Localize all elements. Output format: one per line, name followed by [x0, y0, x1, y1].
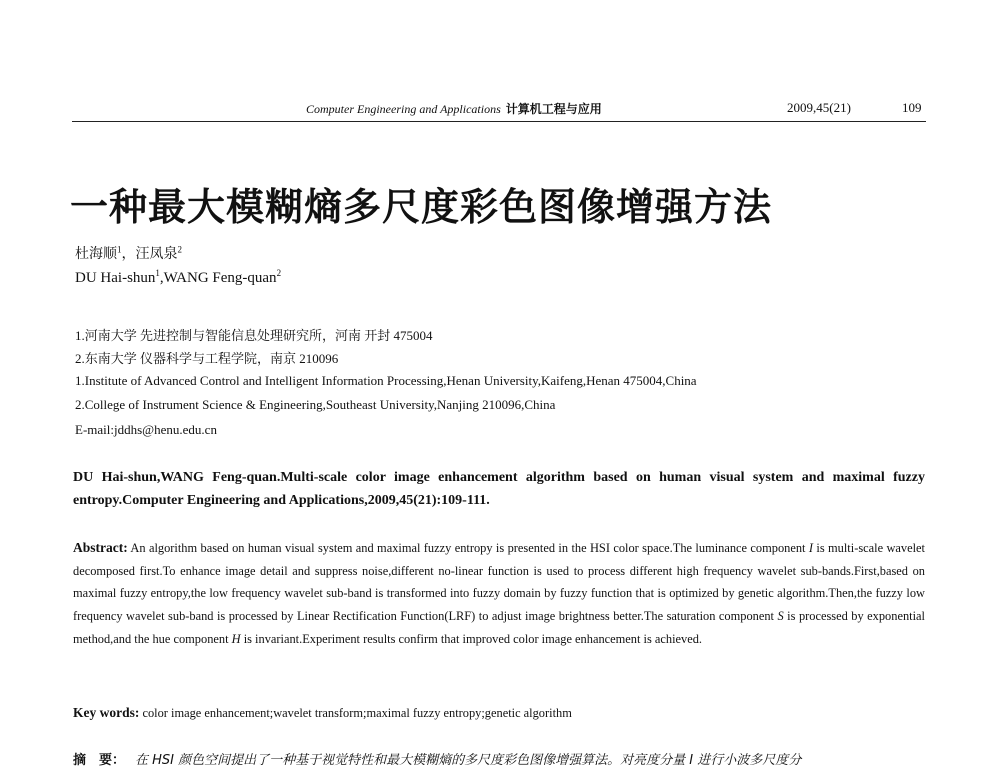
keywords-label: Key words:	[73, 705, 140, 720]
abstract-cn-text: 在 HSI 颜色空间提出了一种基于视觉特性和最大模糊熵的多尺度彩色图像增强算法。对亮度分量 I 进行小波多尺度分	[135, 753, 802, 768]
authors-chinese	[75, 243, 182, 263]
abstract-text-1: An algorithm based on human visual system and maximal fuzzy entropy is presented in the HSI color space.The luminance component	[127, 541, 809, 555]
author-2-cn-affil: 2	[177, 244, 182, 255]
abstract-text-4: is invariant.Experiment results confirm that improved color image enhancement is achieved.	[240, 631, 702, 646]
abstract-cn-label: 摘 要：	[73, 753, 126, 768]
header-rule	[72, 121, 926, 122]
issue-info: 2009,45(21)	[787, 100, 851, 115]
affiliation-1-en: 1.Institute of Advanced Control and Intelligent Information Processing,Henan University,Kaifeng,Henan 475004,China	[75, 373, 697, 388]
abstract-text-3: is processed by exponential method,and the hue component	[73, 609, 925, 646]
keywords-en	[73, 705, 925, 721]
author-2-en-affil: 2	[276, 268, 282, 278]
keywords-text: color image enhancement;wavelet transform;maximal fuzzy entropy;genetic algorithm	[139, 706, 572, 720]
affiliation-1-cn: 1.河南大学 先进控制与智能信息处理研究所，河南 开封 475004	[75, 328, 433, 343]
abstract-text-2: is multi-scale wavelet decomposed first.To enhance image detail and suppress noise,different no-linear function is used to process different high frequency wavelet sub-bands.First,based on maximal fuzzy entropy,the low frequency wavelet sub-band is transformed into fuzzy domain by fuzzy function that is optimized by genetic algorithm.Then,the fuzzy low frequency wavelet sub-band is processed by Linear Rectification Function(LRF) to adjust image brightness better.The saturation component	[73, 541, 925, 624]
author-separator-en: ,	[159, 270, 164, 286]
paper-title: 一种最大模糊熵多尺度彩色图像增强方法	[70, 184, 773, 229]
abstract-cn	[73, 749, 925, 768]
affiliation-2-cn: 2.东南大学 仪器科学与工程学院，南京 210096	[75, 351, 339, 366]
author-1-en-affil: 1	[155, 268, 160, 278]
abstract-var-s: S	[777, 609, 784, 624]
page-number: 109	[902, 100, 922, 115]
citation: DU Hai-shun,WANG Feng-quan.Multi-scale color image enhancement algorithm based on human visual system and maximal fuzzy entropy.Computer Engineering and Applications,2009,45(21):109-111.	[73, 470, 925, 508]
journal-name-en: Computer Engineering and Applications	[306, 102, 501, 116]
author-2-cn: 汪凤泉	[135, 247, 178, 262]
abstract-label: Abstract:	[73, 540, 128, 555]
author-1-cn: 杜海顺	[75, 247, 117, 262]
author-separator-cn: ，	[121, 247, 136, 262]
authors-english	[75, 270, 281, 287]
abstract-en	[73, 537, 925, 651]
journal-name-cn: 计算机工程与应用	[505, 102, 602, 116]
author-1-cn-affil: 1	[117, 244, 122, 255]
running-head-journal	[306, 100, 602, 117]
author-1-en: DU Hai-shun	[75, 270, 156, 286]
abstract-var-i: I	[808, 541, 813, 555]
affiliation-2-en: 2.College of Instrument Science & Engineering,Southeast University,Nanjing 210096,China	[75, 397, 556, 412]
author-2-en: WANG Feng-quan	[163, 270, 277, 286]
abstract-var-h: H	[231, 631, 241, 646]
author-email: E-mail:jddhs@henu.edu.cn	[75, 422, 217, 437]
